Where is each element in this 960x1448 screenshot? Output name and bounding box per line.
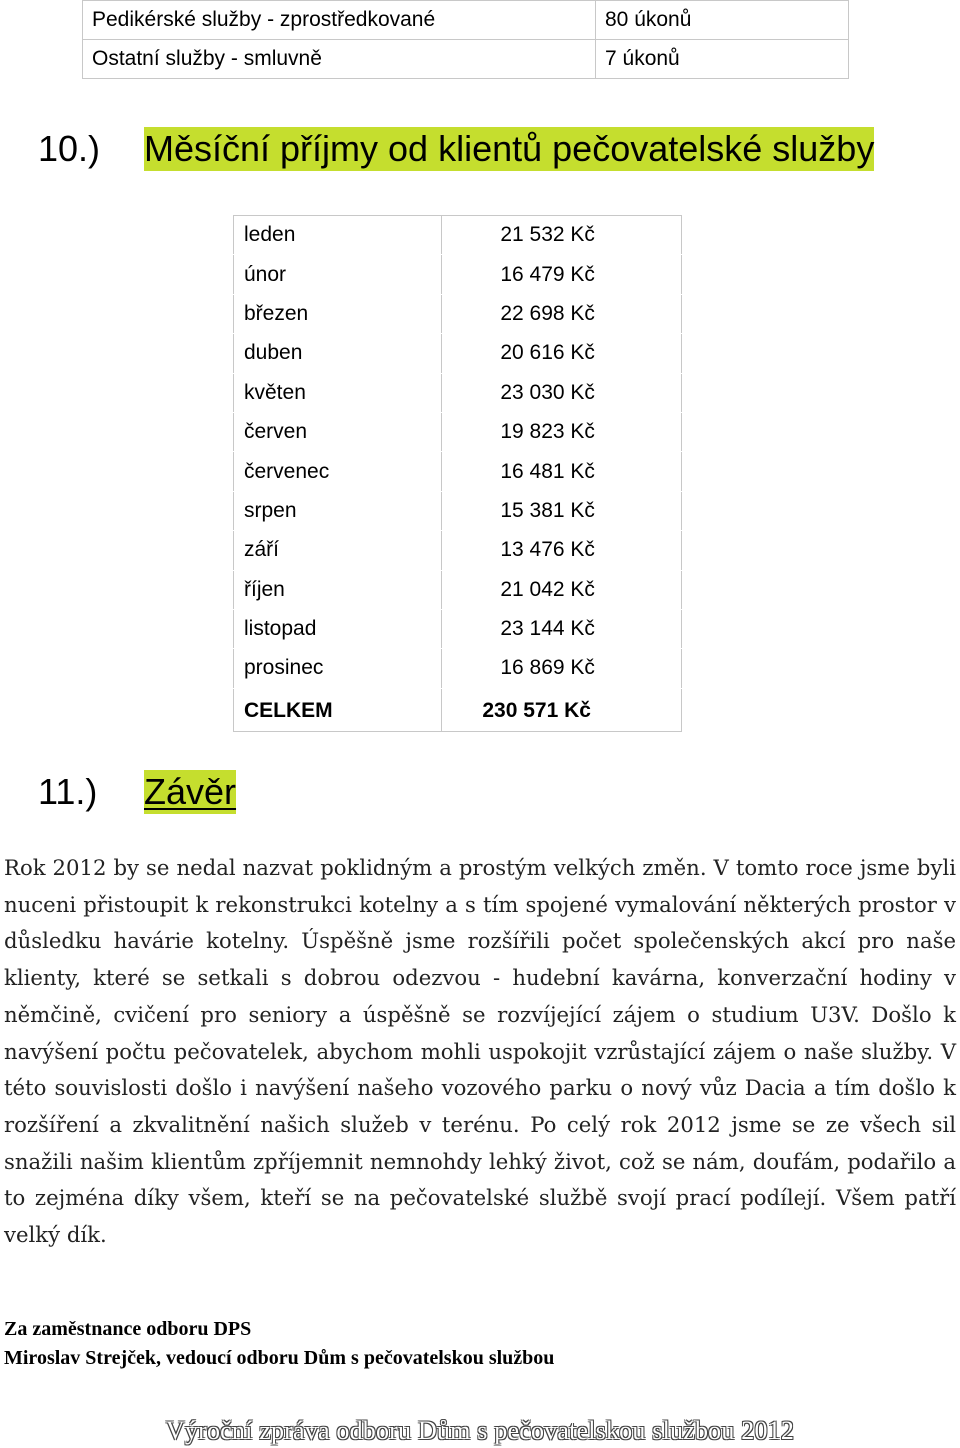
amount-cell: 16 869 Kč: [442, 649, 682, 688]
table-row: [83, 40, 849, 79]
table-row: [234, 609, 682, 648]
section-11-heading: [38, 770, 237, 814]
month-cell: červen: [234, 412, 442, 451]
signature-line-2: Miroslav Strejček, vedoucí odboru Dům s pečovatelskou službou: [4, 1347, 555, 1369]
amount-cell: 21 042 Kč: [442, 570, 682, 609]
amount-cell: 13 476 Kč: [442, 531, 682, 570]
amount-cell: 19 823 Kč: [442, 412, 682, 451]
amount-cell: 20 616 Kč: [442, 334, 682, 373]
section-number: 10.): [38, 128, 101, 169]
total-label: CELKEM: [234, 688, 442, 731]
service-label: Ostatní služby - smluvně: [83, 40, 596, 79]
section-title: Závěr: [144, 771, 237, 812]
services-table: [82, 0, 849, 79]
amount-cell: 15 381 Kč: [442, 491, 682, 530]
table-row: [234, 531, 682, 570]
service-label: Pedikérské služby - zprostředkované: [83, 1, 596, 40]
month-cell: leden: [234, 216, 442, 255]
month-cell: říjen: [234, 570, 442, 609]
section-10-heading: [38, 127, 875, 171]
amount-cell: 23 030 Kč: [442, 373, 682, 412]
amount-cell: 23 144 Kč: [442, 609, 682, 648]
month-cell: září: [234, 531, 442, 570]
month-cell: únor: [234, 255, 442, 294]
month-cell: duben: [234, 334, 442, 373]
table-row: [234, 255, 682, 294]
table-row: [234, 452, 682, 491]
page-footer: Výroční zpráva odboru Dům s pečovatelskou službou 2012: [165, 1416, 795, 1445]
month-cell: květen: [234, 373, 442, 412]
signature-line-1: Za zaměstnance odboru DPS: [4, 1318, 252, 1340]
month-cell: březen: [234, 294, 442, 333]
total-row: [234, 688, 682, 731]
month-cell: listopad: [234, 609, 442, 648]
amount-cell: 22 698 Kč: [442, 294, 682, 333]
monthly-income-table: [233, 215, 682, 732]
table-row: [83, 1, 849, 40]
month-cell: srpen: [234, 491, 442, 530]
amount-cell: 16 479 Kč: [442, 255, 682, 294]
month-cell: prosinec: [234, 649, 442, 688]
amount-cell: 16 481 Kč: [442, 452, 682, 491]
service-count: 7 úkonů: [596, 40, 849, 79]
table-row: [234, 294, 682, 333]
amount-cell: 21 532 Kč: [442, 216, 682, 255]
table-row: [234, 373, 682, 412]
table-row: [234, 491, 682, 530]
conclusion-paragraph: Rok 2012 by se nedal nazvat poklidným a prostým velkých změn. V tomto roce jsme byli nuceni přistoupit k rekonstrukci kotelny a s tím spojené vymalování některých prostor v důsledku havárie kotelny. Úspěšně jsme rozšířili počet společenských akcí pro naše klienty, které se setkali s dobrou odezvou - hudební kavárna, konverzační hodiny v němčině, cvičení pro seniory a úspěšně se rozvíjející zájem o studium U3V. Došlo k navýšení počtu pečovatelek, abychom mohli uspokojit vzrůstající zájem o naše služby. V této souvislosti došlo i navýšení našeho vozového parku o nový vůz Dacia a tím došlo k rozšíření a zkvalitnění našich služeb v terénu. Po celý rok 2012 jsme se ze všech sil snažili našim klientům zpříjemnit nemnohdy lehký život, což se nám, doufám, podařilo a to zejména díky všem, kteří se na pečovatelské službě svojí prací podílejí. Všem patří velký dík.: [4, 855, 956, 1248]
total-value: 230 571 Kč: [442, 688, 682, 731]
table-row: [234, 570, 682, 609]
table-row: [234, 334, 682, 373]
service-count: 80 úkonů: [596, 1, 849, 40]
section-number: 11.): [38, 771, 98, 812]
month-cell: červenec: [234, 452, 442, 491]
table-row: [234, 216, 682, 255]
table-row: [234, 649, 682, 688]
table-row: [234, 412, 682, 451]
section-title: Měsíční příjmy od klientů pečovatelské služby: [144, 128, 875, 169]
